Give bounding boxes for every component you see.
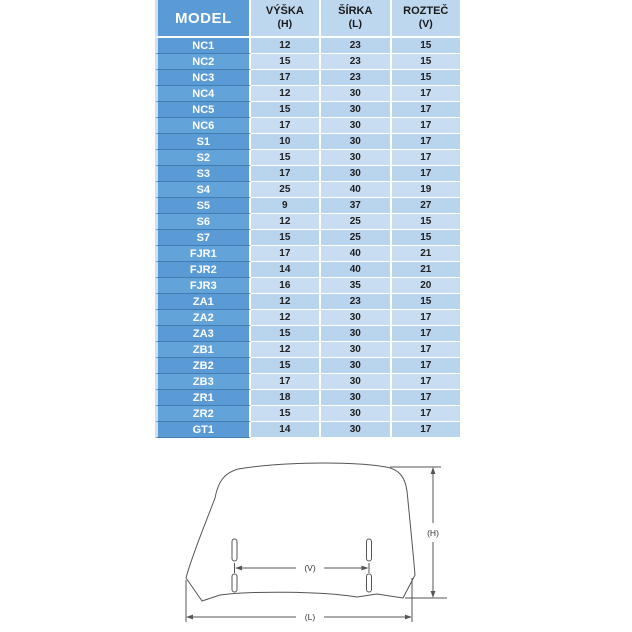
sirka-cell: 23: [321, 294, 391, 310]
model-cell: S7: [155, 230, 251, 246]
vyska-cell: 25: [251, 182, 321, 198]
table-row: [155, 406, 462, 422]
dimension-label-l: (L): [304, 612, 316, 622]
windscreen-diagram: [160, 455, 460, 632]
mounting-slot-lower-left: [232, 574, 237, 592]
mounting-slot-upper-right: [367, 539, 372, 561]
roztec-cell: 15: [392, 38, 462, 54]
roztec-cell: 17: [392, 358, 462, 374]
sirka-cell: 30: [321, 166, 391, 182]
sirka-cell: 30: [321, 390, 391, 406]
table-row: [155, 150, 462, 166]
height-arrow-bottom: [431, 591, 436, 598]
column-header-sirka-label: ŠÍRKA: [338, 4, 373, 17]
dimension-label-h: (H): [427, 528, 439, 538]
model-cell: NC3: [155, 70, 251, 86]
table-row: [155, 198, 462, 214]
vyska-cell: 9: [251, 198, 321, 214]
vyska-cell: 17: [251, 166, 321, 182]
roztec-cell: 17: [392, 118, 462, 134]
vyska-cell: 15: [251, 102, 321, 118]
model-cell: S1: [155, 134, 251, 150]
roztec-cell: 17: [392, 374, 462, 390]
vyska-cell: 12: [251, 38, 321, 54]
sirka-cell: 30: [321, 326, 391, 342]
roztec-cell: 15: [392, 294, 462, 310]
model-cell: NC4: [155, 86, 251, 102]
sirka-cell: 30: [321, 310, 391, 326]
vyska-cell: 12: [251, 342, 321, 358]
table-row: [155, 246, 462, 262]
table-row: [155, 390, 462, 406]
table-row: [155, 214, 462, 230]
table-row: [155, 374, 462, 390]
sirka-cell: 25: [321, 230, 391, 246]
windscreen-outline: [186, 463, 415, 601]
roztec-cell: 21: [392, 246, 462, 262]
sirka-cell: 23: [321, 54, 391, 70]
table-row: [155, 422, 462, 438]
table-row: [155, 134, 462, 150]
model-cell: S2: [155, 150, 251, 166]
vyska-cell: 12: [251, 310, 321, 326]
model-cell: FJR2: [155, 262, 251, 278]
model-cell: S5: [155, 198, 251, 214]
model-cell: NC6: [155, 118, 251, 134]
model-cell: ZR2: [155, 406, 251, 422]
roztec-cell: 17: [392, 310, 462, 326]
dimension-label-v: (V): [304, 563, 316, 573]
sirka-cell: 37: [321, 198, 391, 214]
model-cell: ZA1: [155, 294, 251, 310]
table-row: [155, 278, 462, 294]
height-arrow-top: [431, 467, 436, 474]
table-row: [155, 230, 462, 246]
model-cell: ZB1: [155, 342, 251, 358]
roztec-cell: 19: [392, 182, 462, 198]
vyska-cell: 15: [251, 326, 321, 342]
spec-table: [155, 0, 462, 438]
vyska-cell: 14: [251, 262, 321, 278]
roztec-cell: 17: [392, 166, 462, 182]
length-arrow-left: [186, 615, 193, 620]
model-cell: S3: [155, 166, 251, 182]
vyska-cell: 14: [251, 422, 321, 438]
vyska-cell: 15: [251, 54, 321, 70]
roztec-cell: 20: [392, 278, 462, 294]
model-cell: FJR3: [155, 278, 251, 294]
roztec-cell: 17: [392, 390, 462, 406]
table-row: [155, 38, 462, 54]
sirka-cell: 30: [321, 342, 391, 358]
vyska-cell: 18: [251, 390, 321, 406]
mounting-slot-upper-left: [232, 539, 237, 561]
roztec-cell: 21: [392, 262, 462, 278]
roztec-cell: 17: [392, 86, 462, 102]
vyska-cell: 15: [251, 358, 321, 374]
vyska-cell: 16: [251, 278, 321, 294]
vyska-cell: 17: [251, 70, 321, 86]
roztec-cell: 17: [392, 134, 462, 150]
sirka-cell: 30: [321, 102, 391, 118]
table-row: [155, 70, 462, 86]
sirka-cell: 30: [321, 118, 391, 134]
roztec-cell: 15: [392, 70, 462, 86]
column-header-vyska: [251, 0, 321, 38]
roztec-cell: 17: [392, 150, 462, 166]
mounting-slot-lower-right: [367, 574, 372, 592]
sirka-cell: 30: [321, 134, 391, 150]
sirka-cell: 30: [321, 406, 391, 422]
table-row: [155, 326, 462, 342]
sirka-cell: 30: [321, 374, 391, 390]
roztec-cell: 17: [392, 422, 462, 438]
table-row: [155, 166, 462, 182]
table-row: [155, 102, 462, 118]
sirka-cell: 40: [321, 182, 391, 198]
column-header-sirka: [321, 0, 391, 38]
model-cell: GT1: [155, 422, 251, 438]
sirka-cell: 30: [321, 358, 391, 374]
model-cell: ZB3: [155, 374, 251, 390]
table-row: [155, 118, 462, 134]
model-cell: NC5: [155, 102, 251, 118]
model-cell: NC2: [155, 54, 251, 70]
sirka-cell: 35: [321, 278, 391, 294]
vyska-cell: 10: [251, 134, 321, 150]
vyska-cell: 12: [251, 294, 321, 310]
table-row: [155, 262, 462, 278]
pitch-arrow-left: [235, 566, 242, 571]
column-header-vyska-sub: (H): [277, 18, 293, 31]
vyska-cell: 17: [251, 118, 321, 134]
vyska-cell: 15: [251, 406, 321, 422]
pitch-arrow-right: [362, 566, 369, 571]
column-header-sirka-sub: (L): [348, 18, 362, 31]
table-row: [155, 310, 462, 326]
model-cell: ZA3: [155, 326, 251, 342]
column-header-roztec-label: ROZTEČ: [403, 4, 449, 17]
roztec-cell: 27: [392, 198, 462, 214]
table-row: [155, 54, 462, 70]
sirka-cell: 30: [321, 150, 391, 166]
model-cell: S6: [155, 214, 251, 230]
sirka-cell: 30: [321, 422, 391, 438]
model-cell: FJR1: [155, 246, 251, 262]
table-row: [155, 294, 462, 310]
table-row: [155, 342, 462, 358]
column-header-model: [155, 0, 251, 38]
sirka-cell: 23: [321, 70, 391, 86]
vyska-cell: 17: [251, 246, 321, 262]
roztec-cell: 17: [392, 406, 462, 422]
column-header-model-label: MODEL: [174, 9, 232, 27]
roztec-cell: 15: [392, 230, 462, 246]
column-header-roztec-sub: (V): [418, 18, 433, 31]
sirka-cell: 30: [321, 86, 391, 102]
roztec-cell: 17: [392, 102, 462, 118]
sirka-cell: 40: [321, 246, 391, 262]
table-header: [155, 0, 462, 38]
roztec-cell: 15: [392, 54, 462, 70]
length-arrow-right: [405, 615, 412, 620]
roztec-cell: 17: [392, 342, 462, 358]
table-row: [155, 182, 462, 198]
sirka-cell: 25: [321, 214, 391, 230]
model-cell: ZB2: [155, 358, 251, 374]
table-row: [155, 358, 462, 374]
vyska-cell: 12: [251, 214, 321, 230]
vyska-cell: 12: [251, 86, 321, 102]
model-cell: ZR1: [155, 390, 251, 406]
column-header-roztec: [392, 0, 462, 38]
model-cell: ZA2: [155, 310, 251, 326]
column-header-vyska-label: VÝŠKA: [265, 4, 304, 17]
model-cell: NC1: [155, 38, 251, 54]
table-row: [155, 86, 462, 102]
table-body: [155, 38, 462, 438]
model-cell: S4: [155, 182, 251, 198]
vyska-cell: 15: [251, 230, 321, 246]
sirka-cell: 40: [321, 262, 391, 278]
header-row: [155, 0, 462, 38]
sirka-cell: 23: [321, 38, 391, 54]
vyska-cell: 15: [251, 150, 321, 166]
vyska-cell: 17: [251, 374, 321, 390]
roztec-cell: 15: [392, 214, 462, 230]
roztec-cell: 17: [392, 326, 462, 342]
